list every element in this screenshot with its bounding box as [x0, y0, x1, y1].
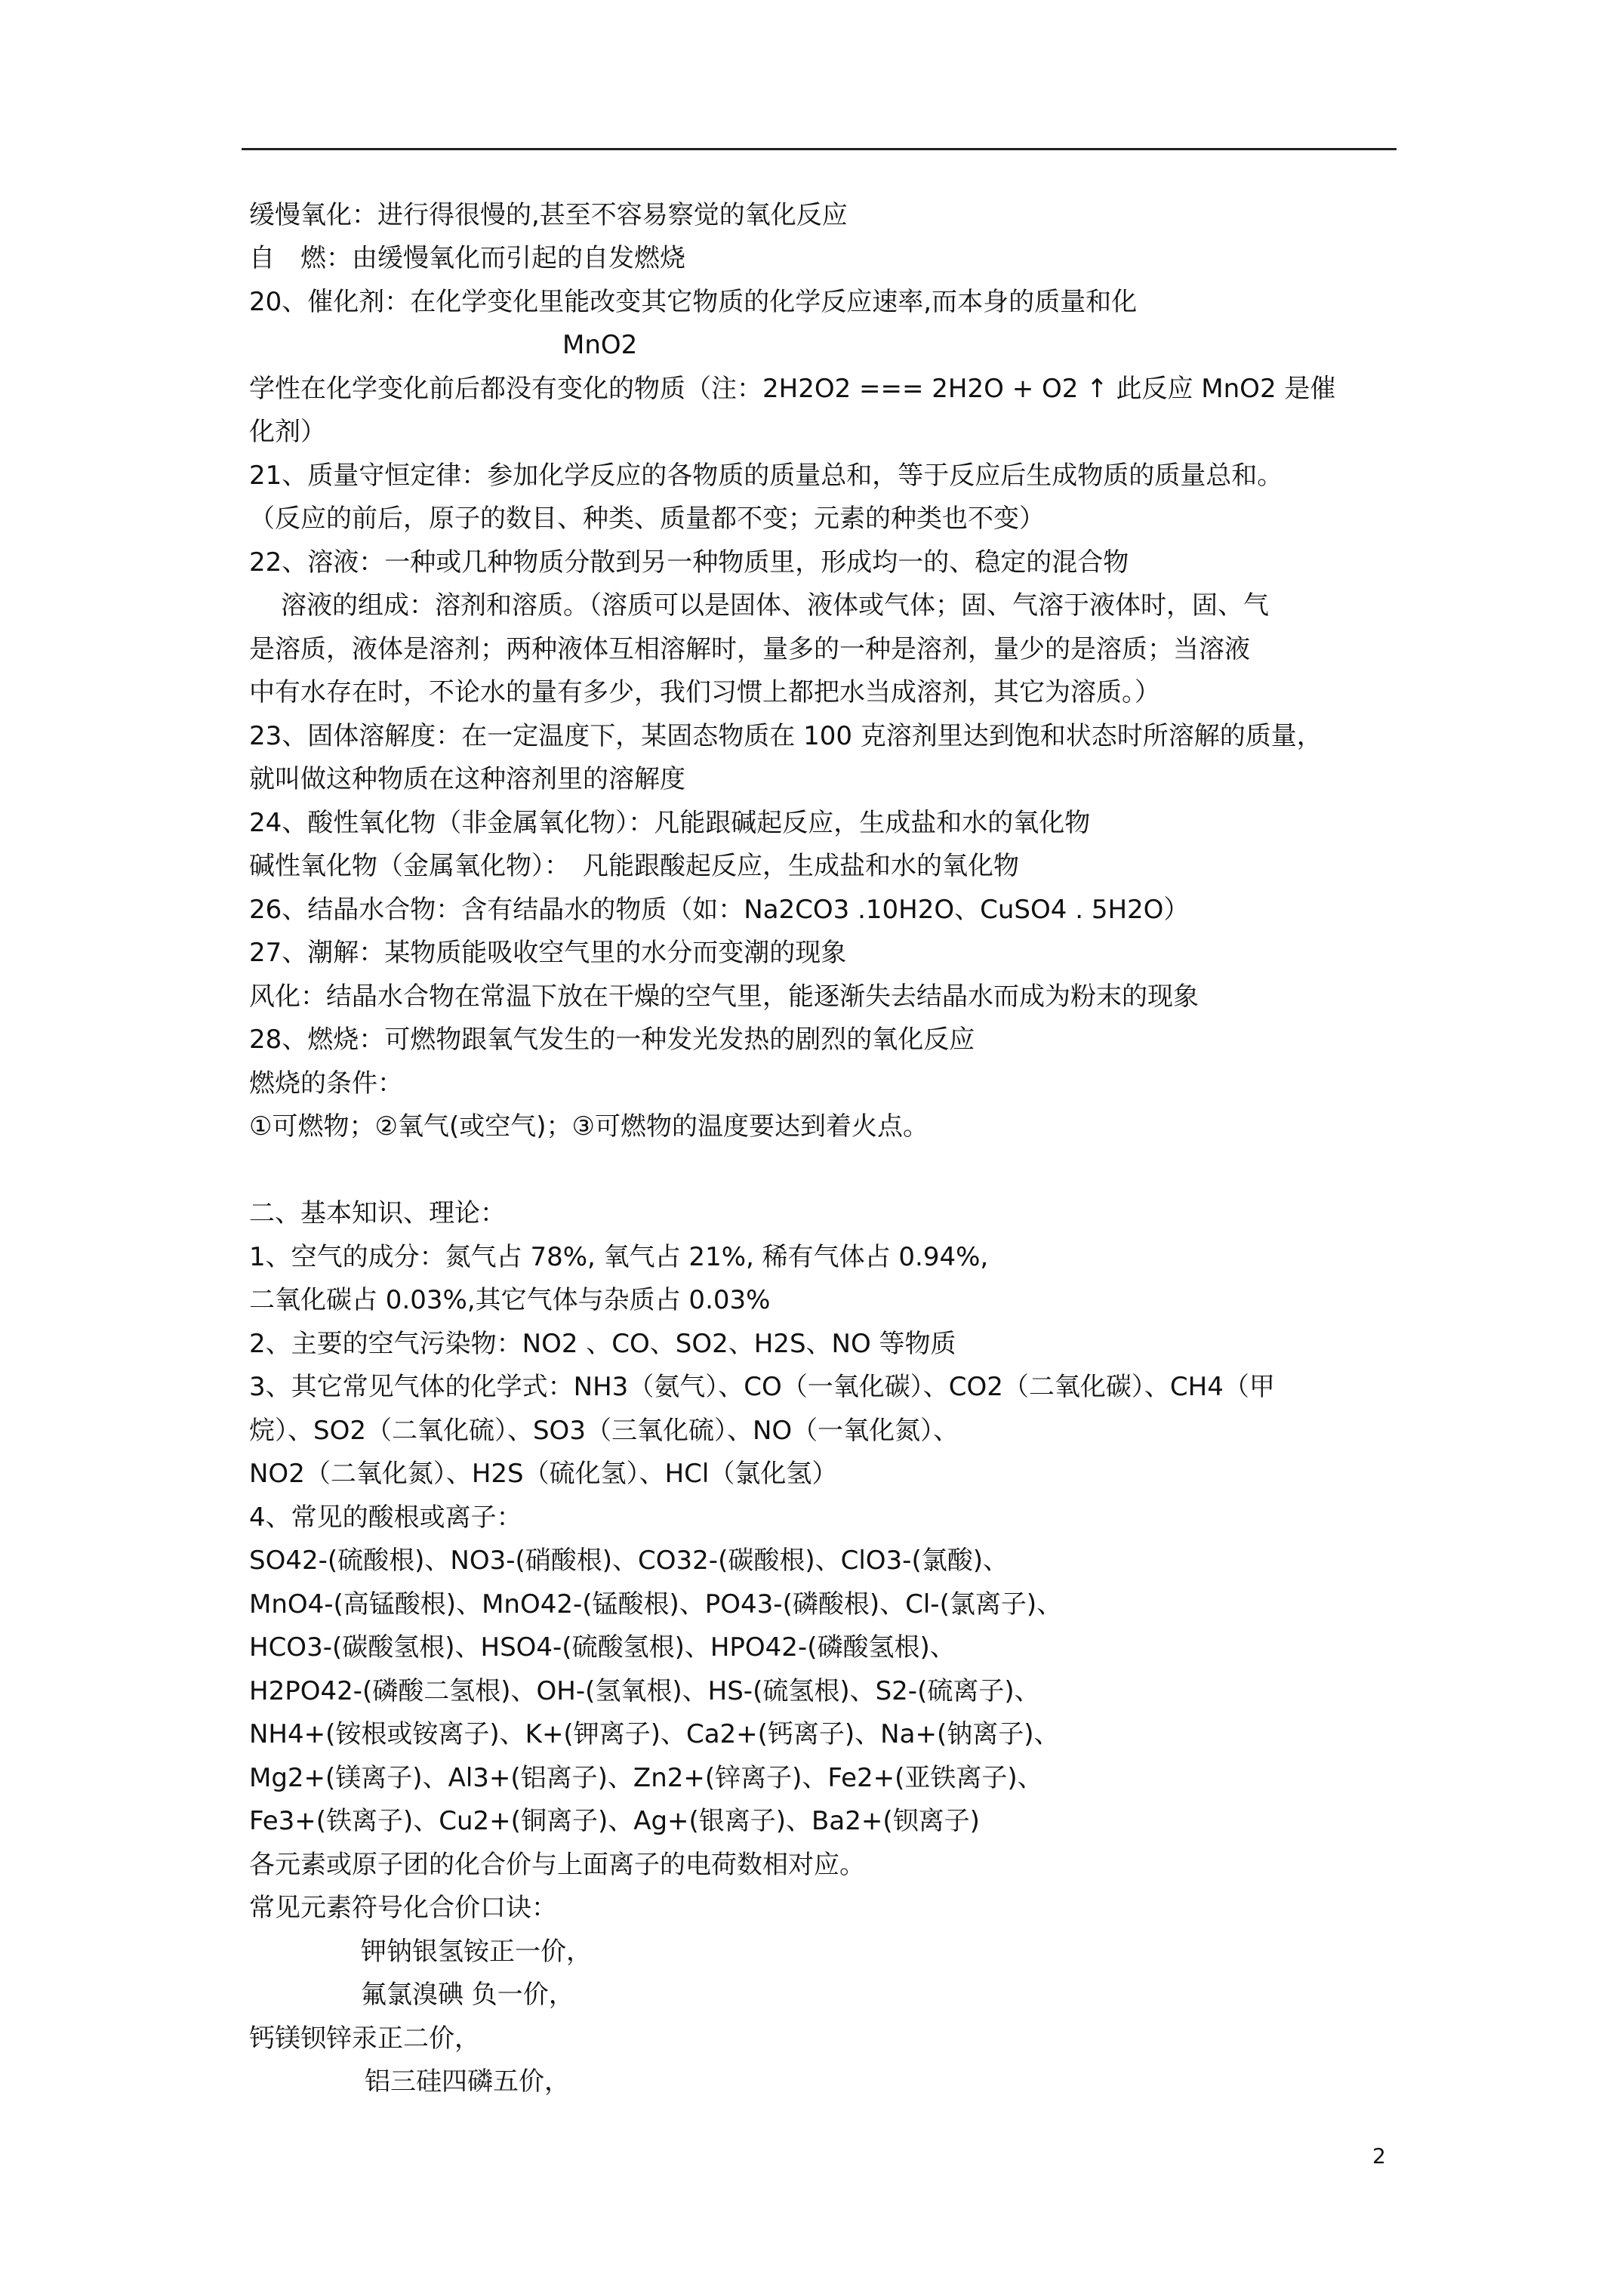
text-line: 中有水存在时，不论水的量有多少，我们习惯上都把水当成溶剂，其它为溶质。）	[249, 677, 1160, 707]
text-line: 22、溶液：一种或几种物质分散到另一种物质里，形成均一的、稳定的混合物	[249, 547, 1129, 578]
text-line: （反应的前后，原子的数目、种类、质量都不变；元素的种类也不变）	[249, 504, 1045, 534]
text-line: ①可燃物；②氧气(或空气)；③可燃物的温度要达到着火点。	[249, 1111, 929, 1142]
text-line: Fe3+(铁离子)、Cu2+(铜离子)、Ag+(银离子)、Ba2+(钡离子)	[249, 1806, 980, 1836]
mnemonic-line: 铝三硅四磷五价，	[365, 2066, 570, 2097]
text-line: Mg2+(镁离子)、Al3+(铝离子)、Zn2+(锌离子)、Fe2+(亚铁离子)、	[249, 1763, 1043, 1793]
text-line: 烷）、SO2（二氧化硫）、SO3（三氧化硫）、NO（一氧化氮）、	[249, 1416, 959, 1446]
mnemonic-line: 钾钠银氢铵正一价，	[361, 1937, 592, 1967]
text-line: MnO4-(高锰酸根)、MnO42-(锰酸根)、PO43-(磷酸根)、Cl-(氯离子)、	[249, 1589, 1063, 1620]
text-line: 燃烧的条件：	[249, 1068, 403, 1099]
text-line: 3、其它常见气体的化学式：NH3（氨气）、CO（一氧化碳）、CO2（二氧化碳）、CH4（甲	[249, 1372, 1275, 1402]
text-line: 20、催化剂：在化学变化里能改变其它物质的化学反应速率,而本身的质量和化	[249, 287, 1138, 317]
text-line: NH4+(铵根或铵离子)、K+(钾离子)、Ca2+(钙离子)、Na+(钠离子)、	[249, 1719, 1060, 1749]
text-line: 24、酸性氧化物（非金属氧化物）：凡能跟碱起反应，生成盐和水的氧化物	[249, 808, 1091, 838]
text-line: 是溶质，液体是溶剂；两种液体互相溶解时，量多的一种是溶剂，量少的是溶质；当溶液	[249, 634, 1250, 664]
text-line: NO2（二氧化氮）、H2S（硫化氢）、HCl（氯化氢）	[249, 1459, 838, 1489]
text-line: 4、常见的酸根或离子：	[249, 1502, 522, 1533]
text-line: 各元素或原子团的化合价与上面离子的电荷数相对应。	[249, 1850, 865, 1880]
text-line: 1、空气的成分：氮气占 78%, 氧气占 21%, 稀有气体占 0.94%,	[249, 1242, 989, 1272]
text-line: 就叫做这种物质在这种溶剂里的溶解度	[249, 764, 685, 794]
mnemonic-line: 氟氯溴碘 负一价，	[361, 1980, 574, 2010]
text-line: 2、主要的空气污染物：NO2 、CO、SO2、H2S、NO 等物质	[249, 1329, 956, 1359]
mnemonic-line: 钙镁钡锌汞正二价，	[249, 2023, 480, 2054]
text-line: 常见元素符号化合价口诀：	[249, 1893, 557, 1923]
text-line: 28、燃烧：可燃物跟氧气发生的一种发光发热的剧烈的氧化反应	[249, 1025, 975, 1055]
text-line: 碱性氧化物（金属氧化物）： 凡能跟酸起反应，生成盐和水的氧化物	[249, 851, 1019, 881]
text-line: 溶液的组成：溶剂和溶质。（溶质可以是固体、液体或气体；固、气溶于液体时，固、气	[281, 590, 1269, 621]
text-line: 23、固体溶解度：在一定温度下，某固态物质在 100 克溶剂里达到饱和状态时所溶解的质量，	[249, 721, 1323, 751]
text-line: HCO3-(碳酸氢根)、HSO4-(硫酸氢根)、HPO42-(磷酸氢根)、	[249, 1632, 956, 1663]
text-line: 学性在化学变化前后都没有变化的物质（注：2H2O2 === 2H2O + O2 ↑ 此反应 MnO2 是催	[249, 374, 1336, 404]
text-line: 风化：结晶水合物在常温下放在干燥的空气里，能逐渐失去结晶水而成为粉末的现象	[249, 982, 1199, 1012]
text-line: 自 燃：由缓慢氧化而引起的自发燃烧	[249, 243, 685, 273]
text-line-formula-condition: MnO2	[562, 330, 638, 360]
text-line: 化剂）	[249, 417, 326, 447]
text-line: H2PO42-(磷酸二氢根)、OH-(氢氧根)、HS-(硫氢根)、S2-(硫离子)、	[249, 1676, 1040, 1706]
text-line: SO42-(硫酸根)、NO3-(硝酸根)、CO32-(碳酸根)、ClO3-(氯酸)、	[249, 1546, 1009, 1576]
text-line: 二氧化碳占 0.03%,其它气体与杂质占 0.03%	[249, 1285, 771, 1315]
text-line: 27、潮解：某物质能吸收空气里的水分而变潮的现象	[249, 938, 847, 968]
text-line: 26、结晶水合物：含有结晶水的物质（如：Na2CO3 .10H2O、CuSO4 . 5H2O）	[249, 895, 1190, 925]
page-number: 2	[1372, 2143, 1386, 2168]
section-heading: 二、基本知识、理论：	[249, 1198, 506, 1228]
header-rule	[242, 148, 1397, 150]
text-line: 缓慢氧化：进行得很慢的,甚至不容易察觉的氧化反应	[249, 200, 848, 230]
text-line: 21、质量守恒定律：参加化学反应的各物质的质量总和，等于反应后生成物质的质量总和。	[249, 461, 1283, 491]
